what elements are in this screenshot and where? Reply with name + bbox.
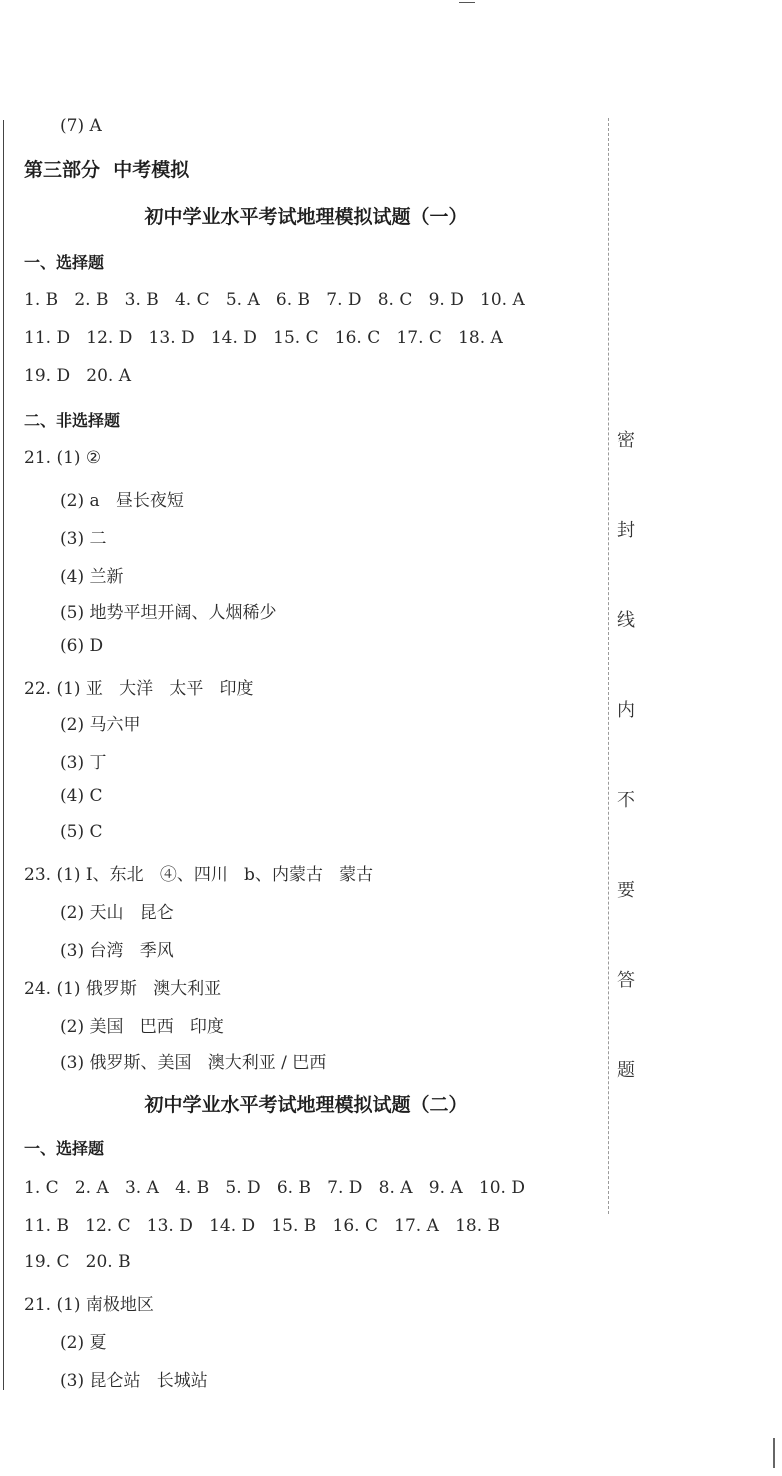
answer-item: (3) 台湾 季风 [60,941,174,961]
seal-character: 要 [617,880,635,901]
page-corner-mark [773,1438,775,1468]
seal-character: 密 [617,430,635,451]
part-heading: 第三部分 中考模拟 [24,159,190,181]
seal-character: 封 [617,520,635,541]
answer-item: (7) A [60,116,102,136]
choice-answers-row: 1. B 2. B 3. B 4. C 5. A 6. B 7. D 8. C 9. D 10. A [24,290,525,310]
answer-item: (3) 丁 [60,753,107,773]
answer-item: (2) 天山 昆仑 [60,903,174,923]
answer-item: (2) 夏 [60,1333,107,1353]
answer-item: (3) 昆仑站 长城站 [60,1371,208,1391]
choice-answers-row: 11. B 12. C 13. D 14. D 15. B 16. C 17. A 18. B [24,1216,501,1236]
seal-character: 题 [617,1060,635,1081]
section-heading: 一、选择题 [24,253,105,272]
answer-item: (2) 马六甲 [60,715,141,735]
answer-item: (5) 地势平坦开阔、人烟稀少 [60,603,277,623]
answer-item: 23. (1) Ⅰ、东北 ④、四川 b、内蒙古 蒙古 [24,865,374,885]
answer-item: (4) 兰新 [60,567,124,587]
answer-item: (5) C [60,822,103,842]
seal-character: 线 [617,610,635,631]
choice-answers-row: 11. D 12. D 13. D 14. D 15. C 16. C 17. C 18. A [24,328,503,348]
answer-item: (4) C [60,786,103,806]
answer-item: 21. (1) ② [24,448,102,468]
answer-item: 22. (1) 亚 大洋 太平 印度 [24,679,254,699]
choice-answers-row: 19. D 20. A [24,366,131,386]
section-heading: 一、选择题 [24,1139,105,1158]
answer-item: (6) D [60,636,104,656]
seal-character: 内 [617,700,635,721]
exam-title: 初中学业水平考试地理模拟试题（二） [144,1094,468,1116]
answer-item: 21. (1) 南极地区 [24,1295,154,1315]
choice-answers-row: 1. C 2. A 3. A 4. B 5. D 6. B 7. D 8. A 9. A 10. D [24,1178,525,1198]
answer-item: 24. (1) 俄罗斯 澳大利亚 [24,979,222,999]
section-heading: 二、非选择题 [24,411,121,430]
answer-item: (3) 俄罗斯、美国 澳大利亚 / 巴西 [60,1053,327,1073]
seal-character: 答 [617,970,635,991]
answer-item: (2) a 昼长夜短 [60,491,184,511]
exam-title: 初中学业水平考试地理模拟试题（一） [144,206,468,228]
choice-answers-row: 19. C 20. B [24,1252,131,1272]
answer-item: (3) 二 [60,529,107,549]
seal-dashed-line [608,118,609,1214]
binding-margin-line [3,120,4,1390]
page-top-mark [459,2,475,3]
answer-item: (2) 美国 巴西 印度 [60,1017,224,1037]
seal-character: 不 [617,790,635,811]
